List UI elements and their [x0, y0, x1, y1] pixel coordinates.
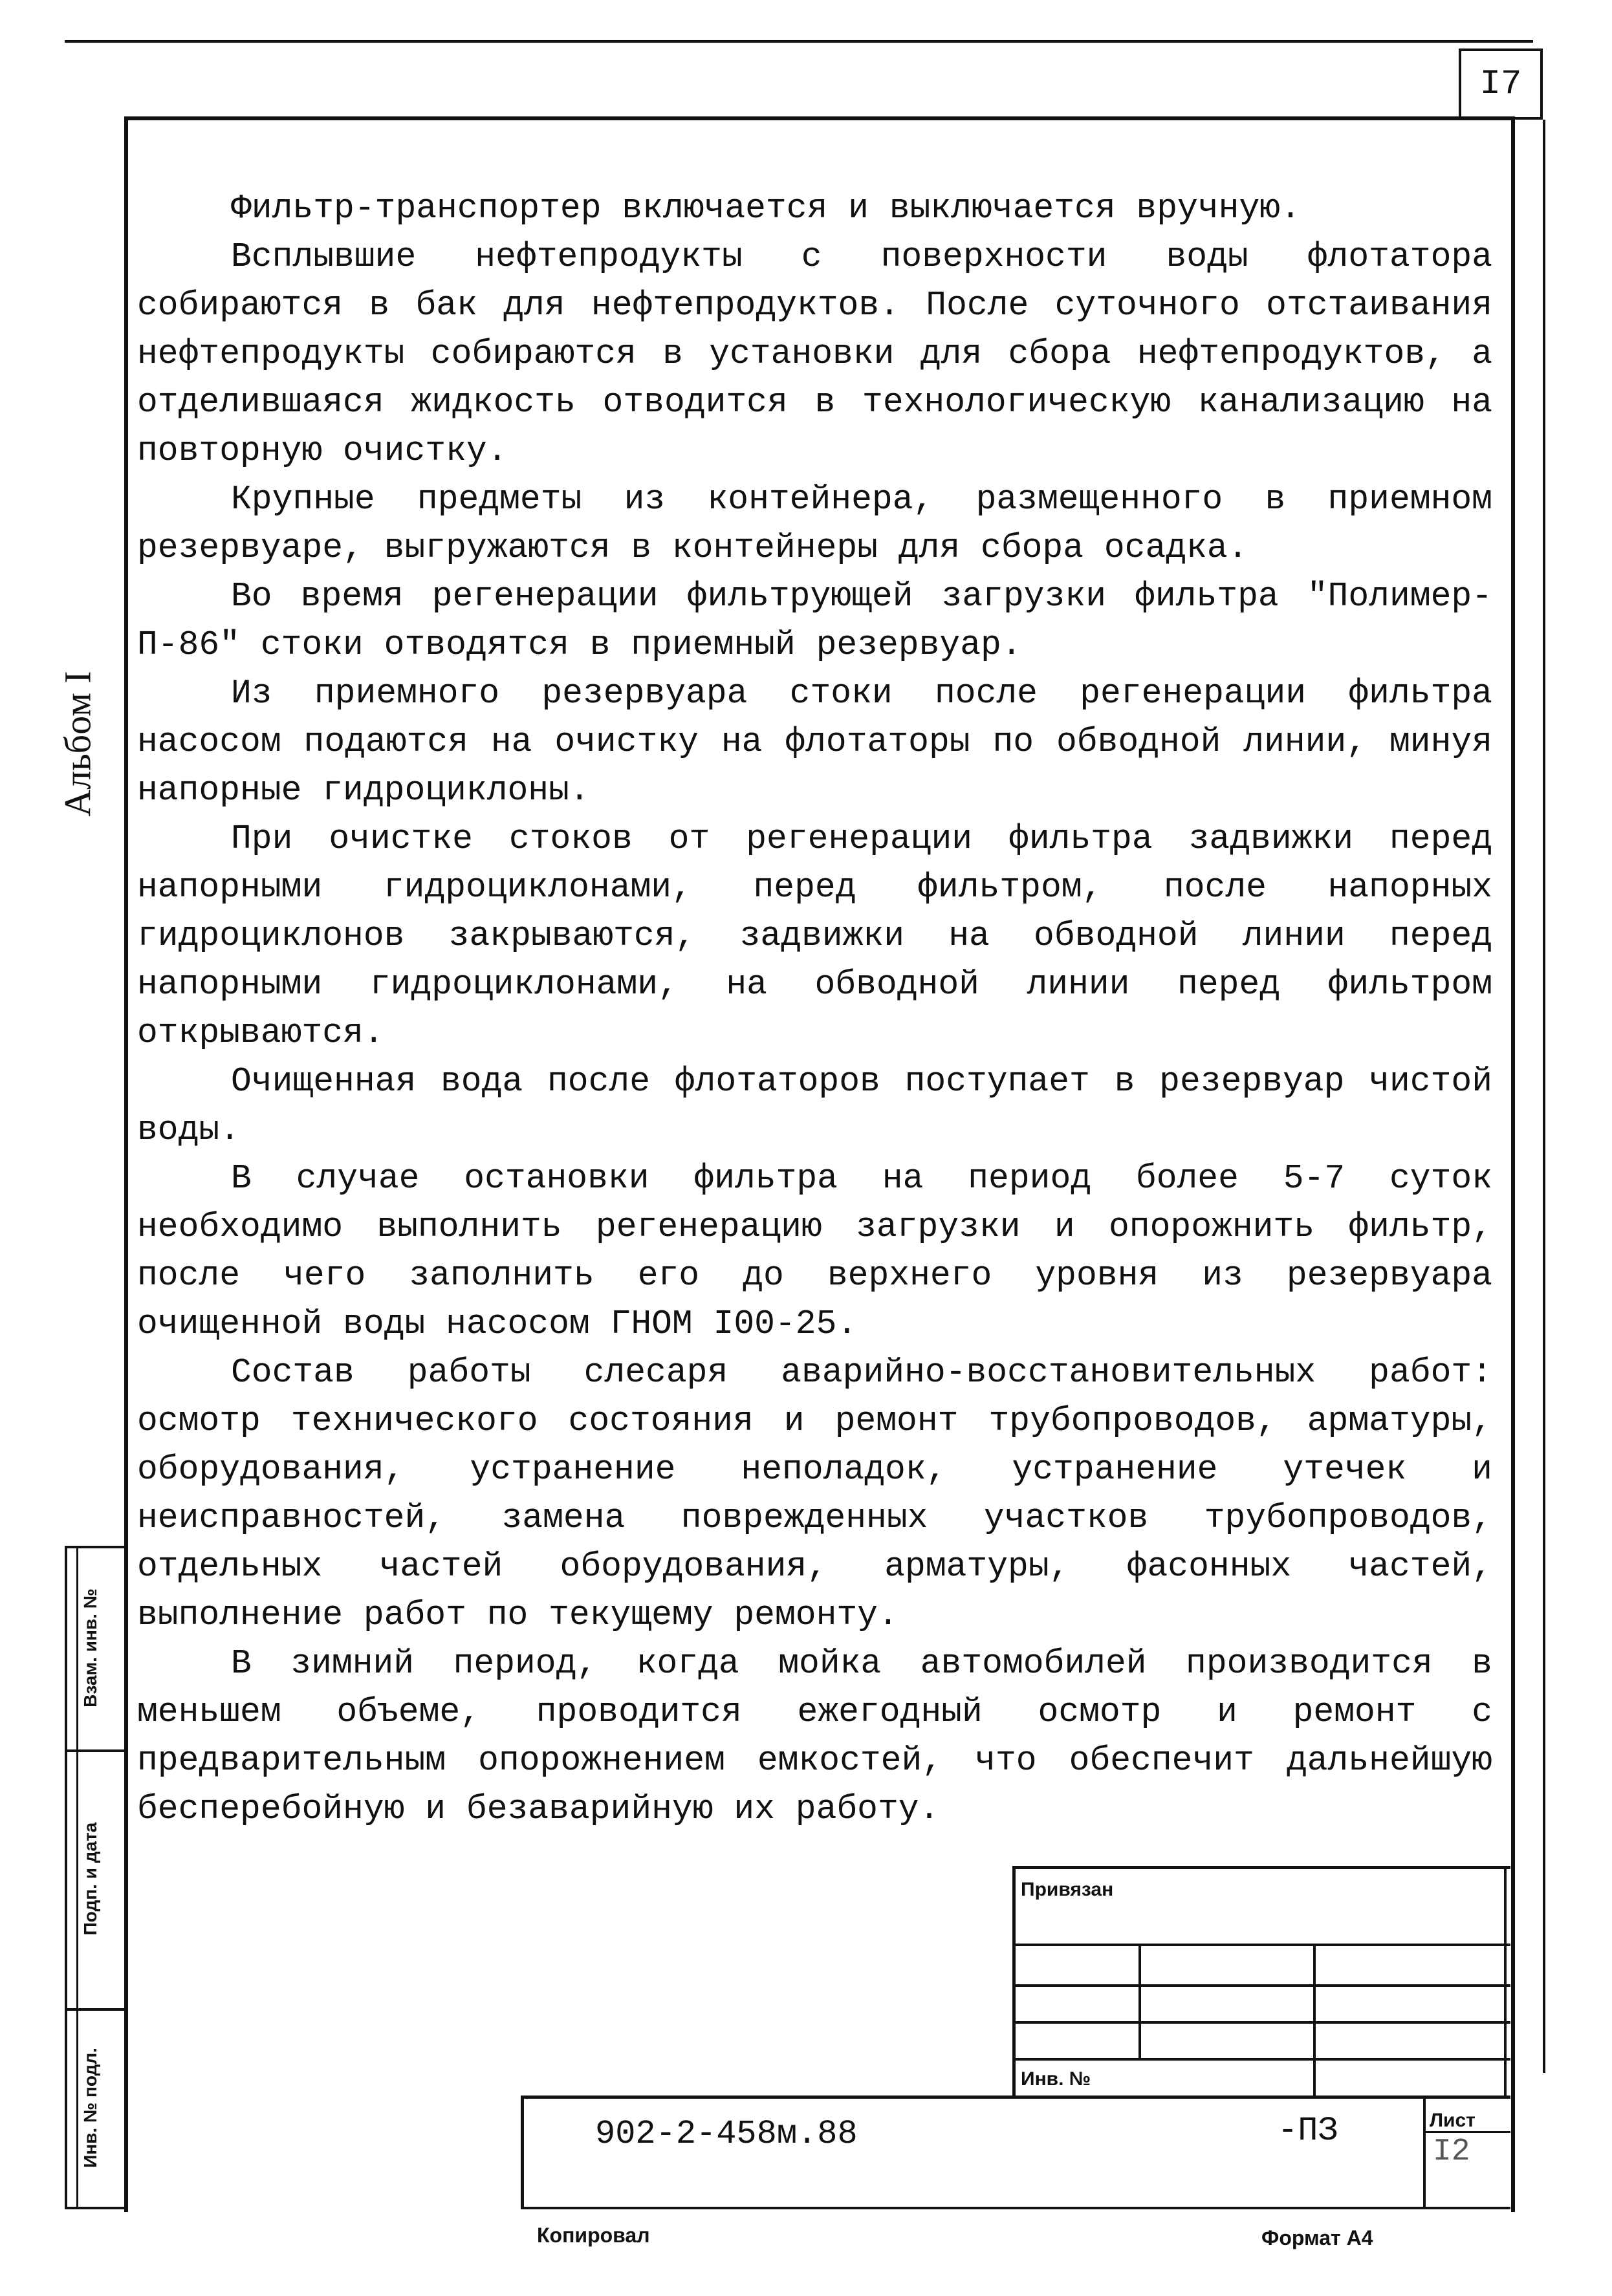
title-list-divider — [1423, 2096, 1426, 2209]
paragraph: Фильтр-транспортер включается и выключается вручную. — [231, 189, 1301, 228]
stamp-podp-data — [65, 1749, 116, 2008]
paragraph: Очищенная вода после флотаторов поступает в резервуар чистой воды. — [137, 1062, 1492, 1149]
paragraph: Из приемного резервуара стоки после регенерации фильтра насосом подаются на очистку на флотаторы по обводной линии, минуя напорные гидроциклоны. — [137, 674, 1492, 810]
title-block-grid — [1012, 2058, 1510, 2061]
sheet-label: Лист — [1430, 2110, 1476, 2131]
title-main-top — [521, 2096, 1510, 2099]
body-text — [137, 184, 1492, 1834]
title-block-grid — [1313, 1944, 1316, 2096]
stamp-inv-podl — [65, 2008, 116, 2207]
page-number: I7 — [1459, 49, 1543, 120]
title-block-grid — [1138, 1944, 1141, 2060]
album-side-label — [58, 647, 97, 841]
paragraph: Всплывшие нефтепродукты с поверхности воды флотатора собираются в бак для нефтепродуктов. После суточного отстаивания нефтепродукты собираются в установки для сбора нефтепродуктов, а отделившаяся жидкость отводится в технологическую канализацию на повторную очистку. — [137, 237, 1492, 470]
stamp-vzam-inv — [65, 1546, 116, 1749]
title-main-bottom — [521, 2207, 1510, 2209]
stamp-divider — [65, 2207, 126, 2209]
title-block-left — [1012, 1866, 1016, 2096]
document-suffix: -ПЗ — [1278, 2112, 1338, 2150]
footer-copied: Копировал — [537, 2224, 650, 2247]
top-rule — [65, 40, 1533, 43]
sheet-number: I2 — [1433, 2134, 1470, 2169]
stamp-vzam-inv-text: Взам. инв. № — [80, 1588, 100, 1707]
title-block-top — [1012, 1866, 1510, 1869]
paragraph: Состав работы слесаря аварийно-восстановительных работ: осмотр технического состояния и ремонт трубопроводов, арматуры, оборудования, устранение неполадок, устранение утечек и неисправностей, замена поврежденных участков трубопроводов, отдельных частей оборудования, арматуры, фасонных частей, выполнение работ по текущему ремонту. — [137, 1353, 1492, 1634]
title-block-grid — [1012, 2021, 1510, 2024]
paragraph: Во время регенерации фильтрующей загрузки фильтра "Полимер-П-86" стоки отводятся в приемный резервуар. — [137, 577, 1492, 664]
paragraph: В зимний период, когда мойка автомобилей производится в меньшем объеме, проводится ежегодный осмотр и ремонт с предварительным опорожнением емкостей, что обеспечит дальнейшую бесперебойную и безаварийную их работу. — [137, 1644, 1492, 1828]
paragraph: В случае остановки фильтра на период более 5-7 суток необходимо выполнить регенерацию загрузки и опорожнить фильтр, после чего заполнить его до верхнего уровня из резервуара очищенной воды насосом ГНОМ I00-25. — [137, 1159, 1492, 1343]
stamp-podp-data-text: Подп. и дата — [80, 1822, 100, 1936]
stamp-inv-podl-text: Инв. № подл. — [80, 2047, 100, 2168]
frame-right-outer-rule — [1543, 120, 1545, 2073]
paragraph: Крупные предметы из контейнера, размещенного в приемном резервуаре, выгружаются в контейнеры для сбора осадка. — [137, 480, 1492, 567]
footer-format: Формат А4 — [1261, 2226, 1373, 2249]
title-block-grid — [1012, 1984, 1510, 1987]
inv-number-label: Инв. № — [1021, 2068, 1091, 2090]
album-side-label-text: Альбом I — [56, 671, 99, 817]
title-block-grid — [1504, 1866, 1507, 2096]
title-main-left — [521, 2096, 524, 2209]
privyazan-label: Привязан — [1021, 1879, 1114, 1900]
paragraph: При очистке стоков от регенерации фильтра задвижки перед напорными гидроциклонами, перед фильтром, после напорных гидроциклонов закрываются, задвижки на обводной линии перед напорными гидроциклонами, на обводной линии перед фильтром открываются. — [137, 819, 1492, 1052]
title-block-grid — [1012, 1944, 1510, 1946]
document-code: 902-2-458м.88 — [595, 2115, 858, 2153]
